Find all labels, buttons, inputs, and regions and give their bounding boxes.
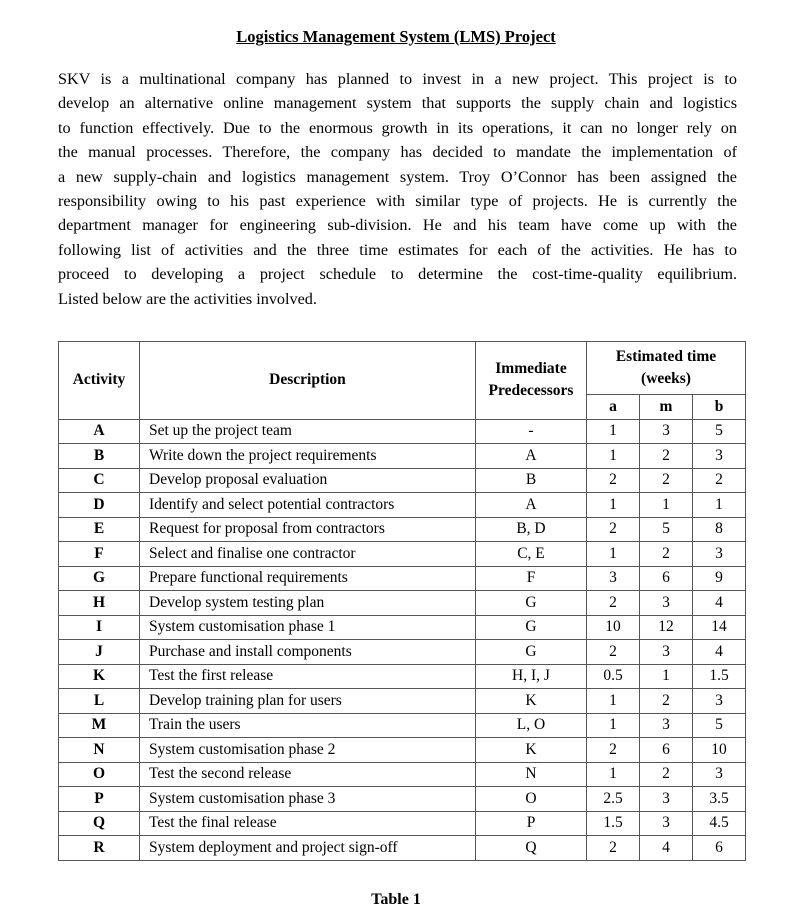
- predecessors-cell: K: [476, 738, 587, 763]
- activity-cell: H: [59, 591, 140, 616]
- b-cell: 10: [693, 738, 746, 763]
- description-cell: Test the second release: [140, 762, 476, 787]
- description-cell: System deployment and project sign-off: [140, 836, 476, 861]
- a-cell: 2: [587, 591, 640, 616]
- m-cell: 3: [640, 419, 693, 444]
- table-row: [59, 713, 746, 738]
- activity-cell: M: [59, 713, 140, 738]
- document-title: Logistics Management System (LMS) Project: [236, 27, 556, 46]
- activity-cell: F: [59, 542, 140, 567]
- a-cell: 2: [587, 836, 640, 861]
- activity-cell: L: [59, 689, 140, 714]
- b-cell: 9: [693, 566, 746, 591]
- activity-cell: P: [59, 787, 140, 812]
- b-cell: 2: [693, 468, 746, 493]
- a-cell: 3: [587, 566, 640, 591]
- activity-cell: J: [59, 640, 140, 665]
- table-row: [59, 566, 746, 591]
- table-row: [59, 542, 746, 567]
- activity-cell: D: [59, 493, 140, 518]
- activity-cell: A: [59, 419, 140, 444]
- m-cell: 3: [640, 811, 693, 836]
- m-cell: 3: [640, 640, 693, 665]
- a-cell: 10: [587, 615, 640, 640]
- b-cell: 4: [693, 591, 746, 616]
- b-cell: 5: [693, 713, 746, 738]
- intro-paragraph: [58, 67, 737, 311]
- table-row: [59, 615, 746, 640]
- description-cell: Train the users: [140, 713, 476, 738]
- a-cell: 2: [587, 640, 640, 665]
- predecessors-cell: A: [476, 493, 587, 518]
- header-estimated-line1: Estimated time: [615, 348, 717, 365]
- a-cell: 2: [587, 738, 640, 763]
- description-cell: Request for proposal from contractors: [140, 517, 476, 542]
- header-a: a: [587, 395, 640, 420]
- m-cell: 1: [640, 493, 693, 518]
- description-cell: Develop proposal evaluation: [140, 468, 476, 493]
- table-row: [59, 493, 746, 518]
- predecessors-cell: G: [476, 615, 587, 640]
- table-row: [59, 787, 746, 812]
- header-activity: Activity: [59, 342, 140, 420]
- description-cell: Identify and select potential contractors: [140, 493, 476, 518]
- description-cell: Test the first release: [140, 664, 476, 689]
- predecessors-cell: G: [476, 640, 587, 665]
- paragraph-line: a new supply-chain and logistics management system. Troy O’Connor has been assigned the: [58, 167, 737, 186]
- activity-cell: E: [59, 517, 140, 542]
- b-cell: 6: [693, 836, 746, 861]
- paragraph-line: the manual processes. Therefore, the company has decided to mandate the implementation of: [58, 143, 737, 162]
- description-cell: Purchase and install components: [140, 640, 476, 665]
- table-row: [59, 738, 746, 763]
- a-cell: 1: [587, 419, 640, 444]
- description-cell: System customisation phase 1: [140, 615, 476, 640]
- predecessors-cell: P: [476, 811, 587, 836]
- a-cell: 1: [587, 542, 640, 567]
- description-cell: Select and finalise one contractor: [140, 542, 476, 567]
- table-row: [59, 689, 746, 714]
- description-cell: Develop system testing plan: [140, 591, 476, 616]
- table-row: [59, 591, 746, 616]
- table-row: [59, 811, 746, 836]
- activity-cell: B: [59, 444, 140, 469]
- table-row: [59, 517, 746, 542]
- m-cell: 2: [640, 542, 693, 567]
- b-cell: 1: [693, 493, 746, 518]
- m-cell: 3: [640, 591, 693, 616]
- activity-cell: Q: [59, 811, 140, 836]
- activity-cell: I: [59, 615, 140, 640]
- b-cell: 14: [693, 615, 746, 640]
- m-cell: 1: [640, 664, 693, 689]
- a-cell: 2: [587, 517, 640, 542]
- a-cell: 0.5: [587, 664, 640, 689]
- m-cell: 2: [640, 468, 693, 493]
- predecessors-cell: N: [476, 762, 587, 787]
- header-estimated-time: [587, 342, 746, 395]
- predecessors-cell: B, D: [476, 517, 587, 542]
- predecessors-cell: G: [476, 591, 587, 616]
- b-cell: 5: [693, 419, 746, 444]
- m-cell: 2: [640, 444, 693, 469]
- predecessors-cell: F: [476, 566, 587, 591]
- m-cell: 4: [640, 836, 693, 861]
- activities-table: [58, 341, 746, 861]
- a-cell: 1: [587, 493, 640, 518]
- paragraph-line: responsibility owing to his past experience with similar type of projects. He is currently the: [58, 192, 737, 211]
- a-cell: 1: [587, 444, 640, 469]
- a-cell: 1: [587, 689, 640, 714]
- m-cell: 5: [640, 517, 693, 542]
- paragraph-line: Listed below are the activities involved.: [58, 289, 317, 308]
- paragraph-line: proceed to developing a project schedule to determine the cost-time-quality equilibrium.: [58, 265, 737, 284]
- paragraph-line: department manager for engineering sub-division. He and his team have come up with the: [58, 216, 737, 235]
- table-row: [59, 640, 746, 665]
- header-predecessors-line2: Predecessors: [488, 382, 574, 400]
- table-row: [59, 444, 746, 469]
- a-cell: 2: [587, 468, 640, 493]
- b-cell: 3: [693, 542, 746, 567]
- predecessors-cell: O: [476, 787, 587, 812]
- header-predecessors: [476, 342, 587, 420]
- predecessors-cell: K: [476, 689, 587, 714]
- m-cell: 3: [640, 787, 693, 812]
- header-predecessors-line1: Immediate: [495, 360, 567, 378]
- table-row: [59, 419, 746, 444]
- activity-cell: K: [59, 664, 140, 689]
- b-cell: 3.5: [693, 787, 746, 812]
- activity-cell: N: [59, 738, 140, 763]
- activity-cell: C: [59, 468, 140, 493]
- table-row: [59, 664, 746, 689]
- m-cell: 12: [640, 615, 693, 640]
- header-description: Description: [140, 342, 476, 420]
- b-cell: 4.5: [693, 811, 746, 836]
- predecessors-cell: Q: [476, 836, 587, 861]
- a-cell: 1: [587, 713, 640, 738]
- paragraph-line: to function effectively. Due to the enormous growth in its operations, it can no longer rely on: [58, 118, 737, 137]
- activity-cell: R: [59, 836, 140, 861]
- table-caption: Table 1: [371, 891, 421, 908]
- a-cell: 1: [587, 762, 640, 787]
- description-cell: System customisation phase 3: [140, 787, 476, 812]
- description-cell: Set up the project team: [140, 419, 476, 444]
- predecessors-cell: H, I, J: [476, 664, 587, 689]
- table-row: [59, 836, 746, 861]
- description-cell: Write down the project requirements: [140, 444, 476, 469]
- m-cell: 3: [640, 713, 693, 738]
- paragraph-line: SKV is a multinational company has planned to invest in a new project. This project is to: [58, 70, 737, 88]
- a-cell: 1.5: [587, 811, 640, 836]
- header-estimated-line2: (weeks): [641, 370, 691, 387]
- predecessors-cell: C, E: [476, 542, 587, 567]
- header-b: b: [693, 395, 746, 420]
- table-row: [59, 762, 746, 787]
- b-cell: 3: [693, 444, 746, 469]
- header-m: m: [640, 395, 693, 420]
- activity-cell: O: [59, 762, 140, 787]
- b-cell: 8: [693, 517, 746, 542]
- b-cell: 1.5: [693, 664, 746, 689]
- description-cell: System customisation phase 2: [140, 738, 476, 763]
- m-cell: 2: [640, 689, 693, 714]
- b-cell: 3: [693, 762, 746, 787]
- description-cell: Develop training plan for users: [140, 689, 476, 714]
- paragraph-line: develop an alternative online management system that supports the supply chain and logistics: [58, 94, 737, 113]
- b-cell: 4: [693, 640, 746, 665]
- description-cell: Test the final release: [140, 811, 476, 836]
- predecessors-cell: -: [476, 419, 587, 444]
- m-cell: 2: [640, 762, 693, 787]
- paragraph-line: following list of activities and the three time estimates for each of the activities. He has to: [58, 240, 737, 259]
- description-cell: Prepare functional requirements: [140, 566, 476, 591]
- b-cell: 3: [693, 689, 746, 714]
- m-cell: 6: [640, 738, 693, 763]
- activity-cell: G: [59, 566, 140, 591]
- a-cell: 2.5: [587, 787, 640, 812]
- predecessors-cell: B: [476, 468, 587, 493]
- predecessors-cell: A: [476, 444, 587, 469]
- predecessors-cell: L, O: [476, 713, 587, 738]
- m-cell: 6: [640, 566, 693, 591]
- table-row: [59, 468, 746, 493]
